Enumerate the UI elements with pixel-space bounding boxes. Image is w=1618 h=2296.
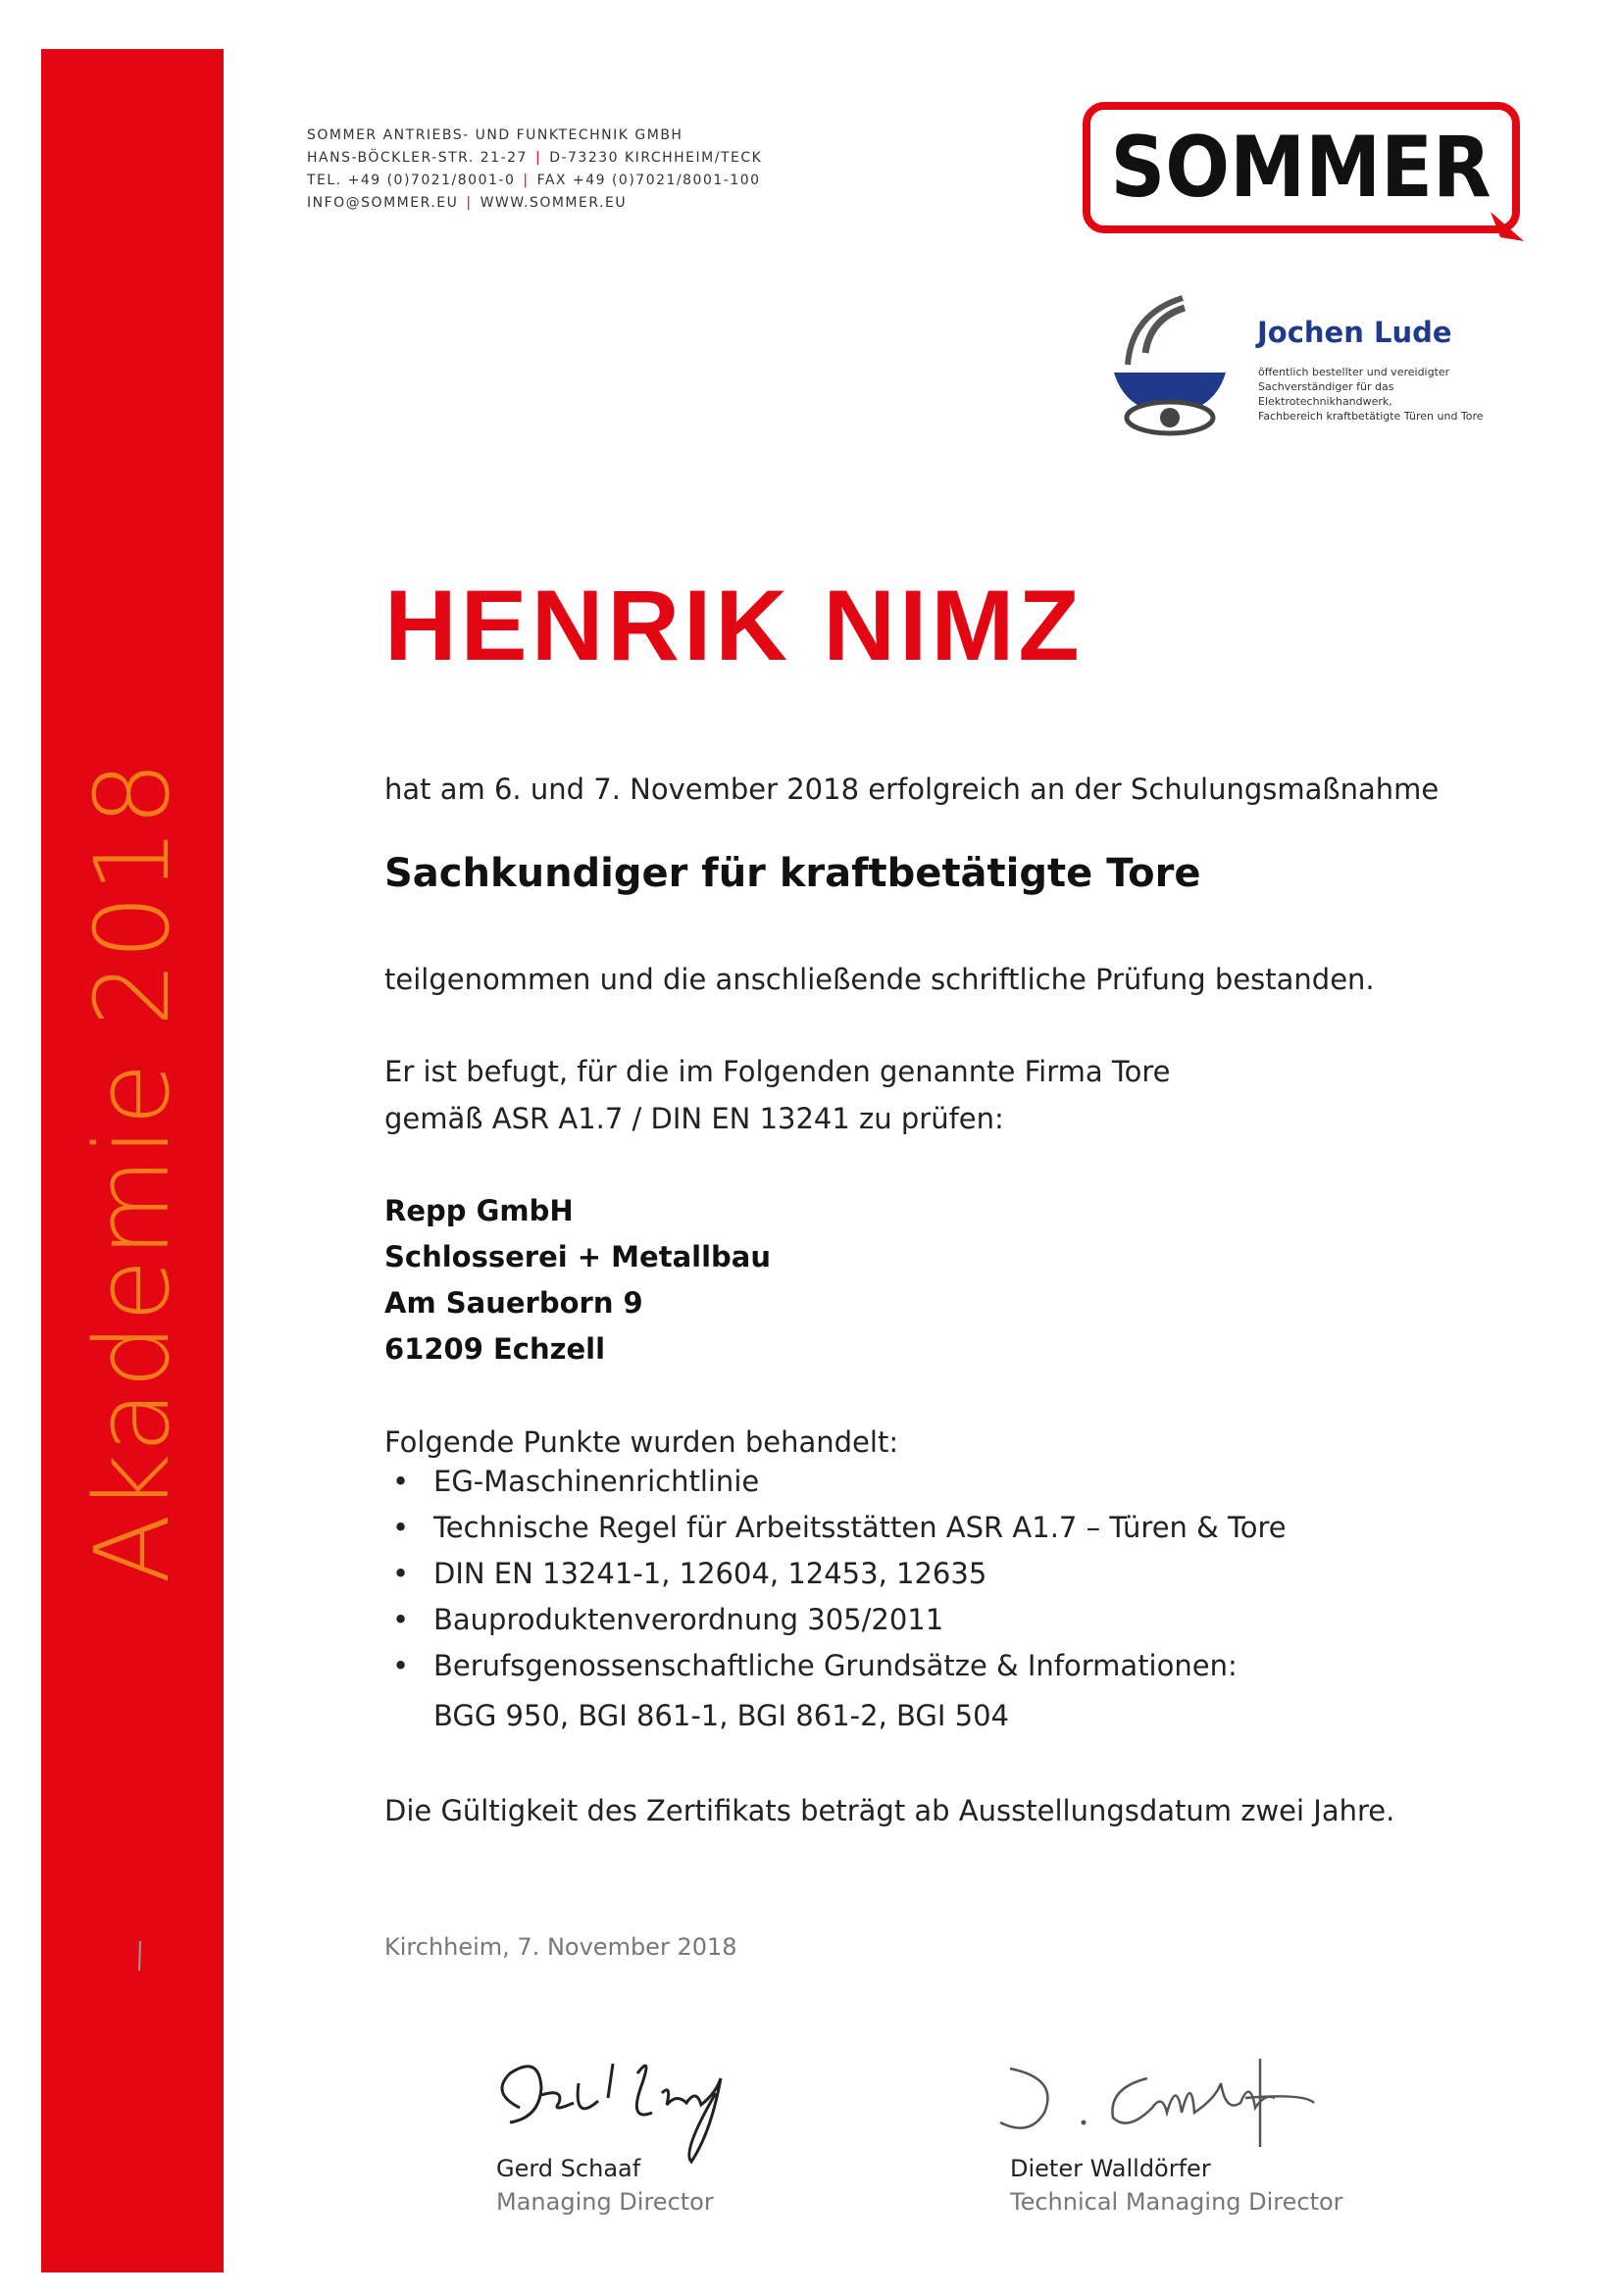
topic-item: • Technische Regel für Arbeitsstätten ASR A1.7 – Türen & Tore — [392, 1505, 1287, 1551]
topic-item: • Berufsgenossenschaftliche Grundsätze & Informationen: — [392, 1643, 1287, 1689]
company-address-block — [307, 125, 762, 215]
signer-title-1: Managing Director — [496, 2188, 714, 2216]
topics-heading: Folgende Punkte wurden behandelt: — [384, 1425, 899, 1459]
place-date: Kirchheim, 7. November 2018 — [384, 1933, 737, 1961]
signer-name-2: Dieter Walldörfer — [1010, 2155, 1211, 2182]
intro-text: hat am 6. und 7. November 2018 erfolgreich an der Schulungsmaßnahme — [384, 773, 1440, 806]
signature-gerd-schaaf — [480, 2034, 775, 2171]
address-line: TEL. +49 (0)7021/8001-0 | FAX +49 (0)7021/8001-100 — [307, 173, 761, 188]
sommer-logo-text: SOMMER — [1110, 119, 1492, 217]
authorization-line-2: gemäß ASR A1.7 / DIN EN 13241 zu prüfen: — [384, 1102, 1004, 1135]
company-name: Repp GmbH — [384, 1194, 574, 1227]
company-street: Am Sauerborn 9 — [384, 1286, 643, 1320]
topic-item: • EG-Maschinenrichtlinie — [392, 1459, 1287, 1505]
signer-title-2: Technical Managing Director — [1010, 2188, 1343, 2216]
signer-name-1: Gerd Schaaf — [496, 2155, 641, 2182]
company-city: 61209 Echzell — [384, 1332, 606, 1366]
expert-name: Jochen Lude — [1257, 316, 1452, 349]
passed-text: teilgenommen und die anschließende schriftliche Prüfung bestanden. — [384, 963, 1375, 996]
validity-text: Die Gültigkeit des Zertifikats beträgt ab Ausstellungsdatum zwei Jahre. — [384, 1794, 1395, 1827]
company-line: Schlosserei + Metallbau — [384, 1240, 771, 1273]
sommer-logo-tail-icon — [1491, 212, 1524, 245]
authorization-line-1: Er ist befugt, für die im Folgenden genannte Firma Tore — [384, 1055, 1171, 1088]
expert-seal-icon — [1106, 294, 1234, 441]
topic-continuation: BGG 950, BGI 861-1, BGI 861-2, BGI 504 — [433, 1699, 1009, 1732]
expert-description: öffentlich bestellter und vereidigter Sachverständiger für das Elektrotechnikhandwerk, Fachbereich kraftbetätigte Türen und Tore — [1258, 366, 1484, 423]
scan-artifact — [137, 1941, 143, 1971]
recipient-name: HENRIK NIMZ — [384, 570, 1084, 681]
topic-item: • Bauproduktenverordnung 305/2011 — [392, 1597, 1287, 1643]
signature-dieter-walldorfer — [981, 2039, 1334, 2157]
address-line: INFO@SOMMER.EU | WWW.SOMMER.EU — [307, 195, 628, 211]
course-title: Sachkundiger für kraftbetätigte Tore — [384, 851, 1201, 896]
sidebar-academy-label: Akademie 2018 — [73, 759, 192, 1584]
topic-item: • DIN EN 13241-1, 12604, 12453, 12635 — [392, 1551, 1287, 1597]
address-line: SOMMER ANTRIEBS- UND FUNKTECHNIK GMBH — [307, 127, 683, 143]
sommer-logo — [1083, 102, 1520, 233]
address-line: HANS-BÖCKLER-STR. 21-27 | D-73230 KIRCHHEIM/TECK — [307, 150, 763, 166]
topics-list — [392, 1459, 1287, 1689]
